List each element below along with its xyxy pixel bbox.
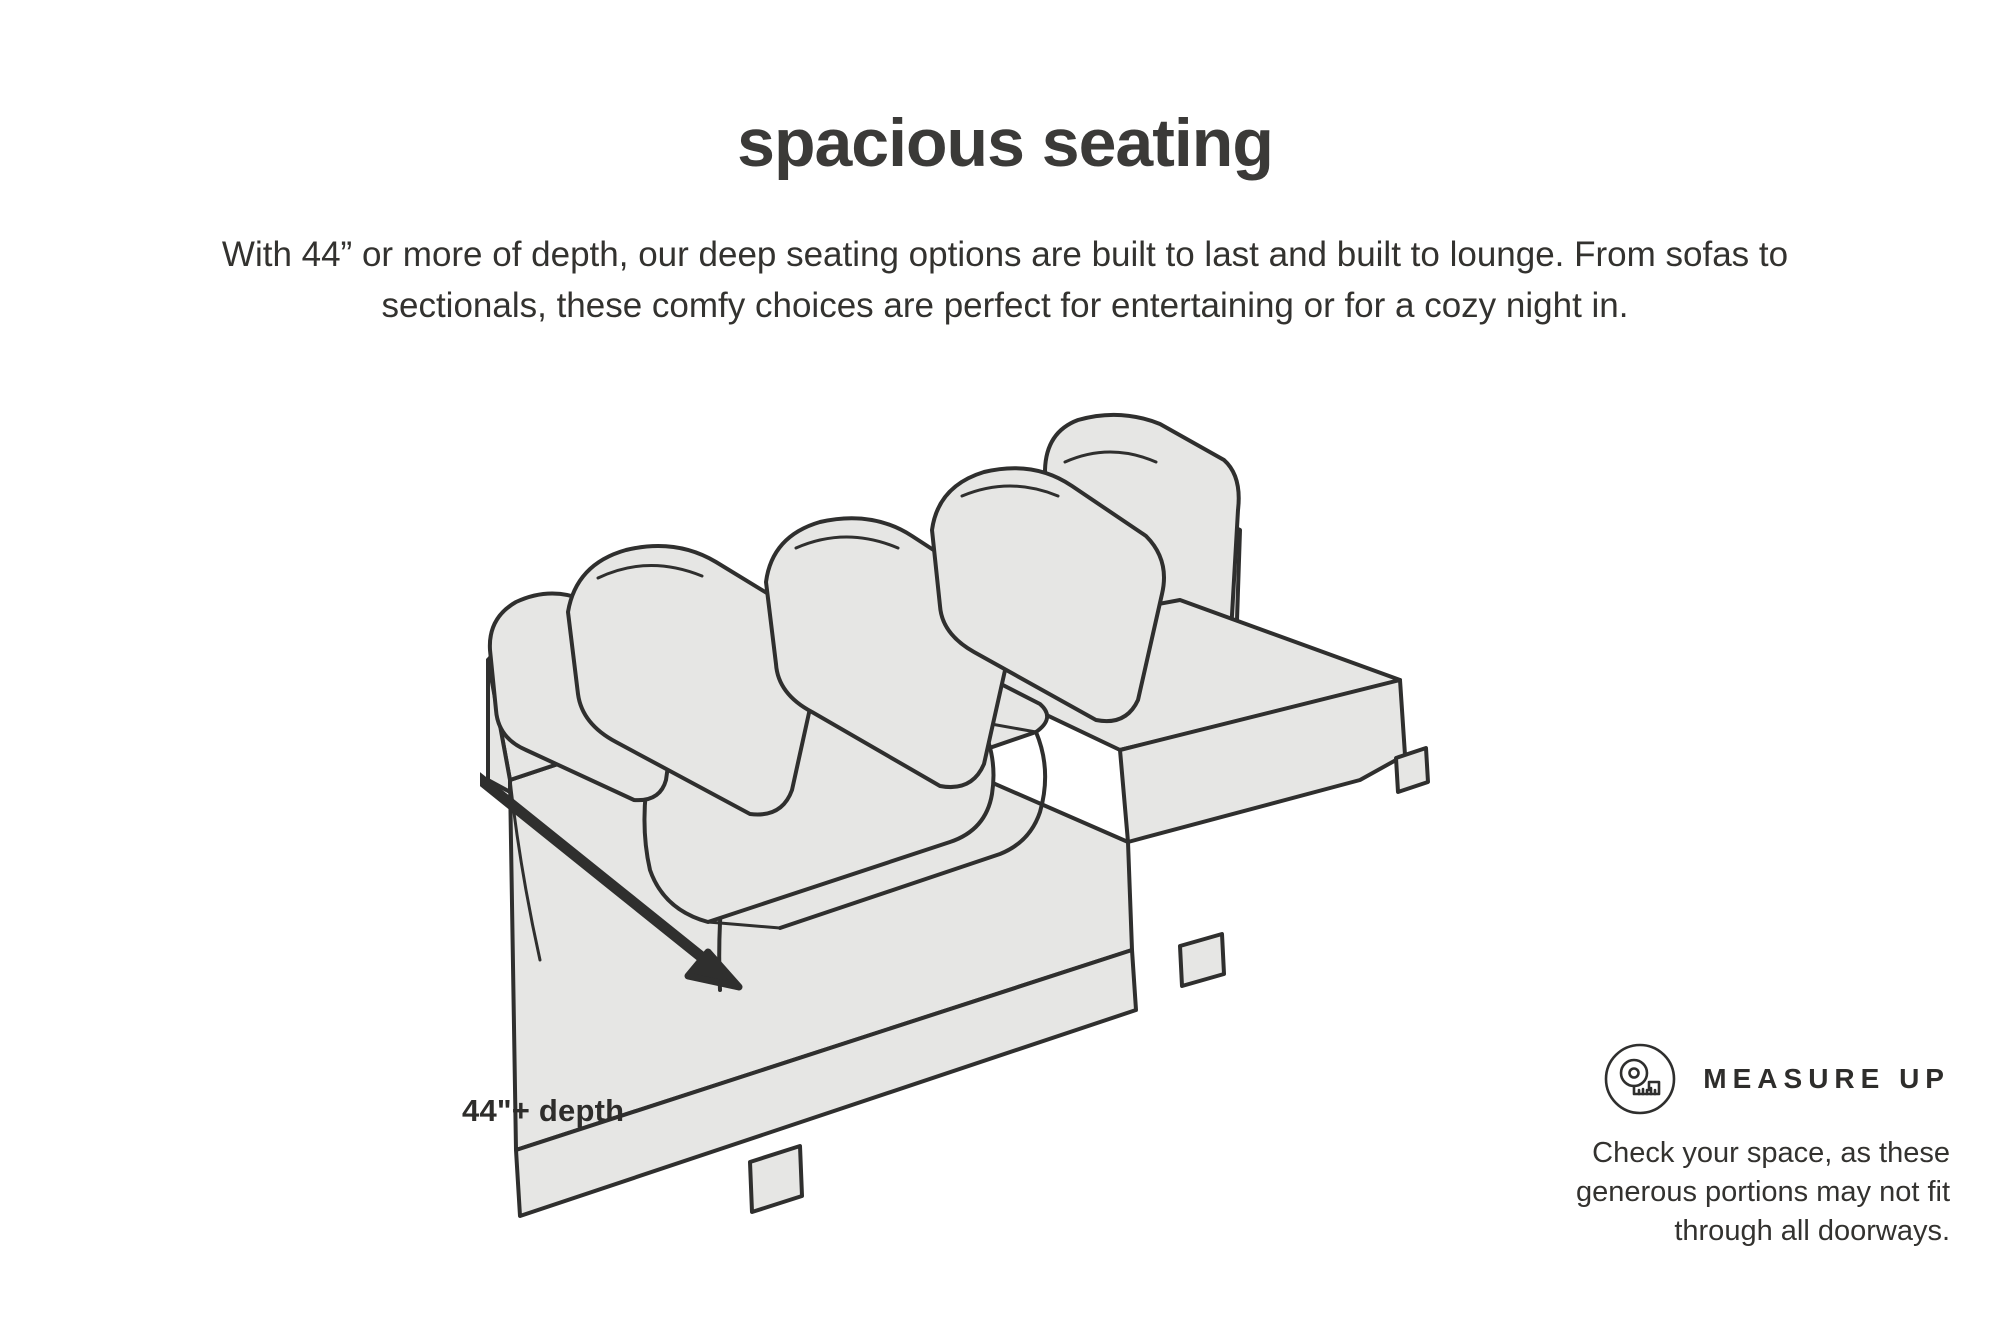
measure-up-block (1480, 1040, 1950, 1251)
measure-up-body: Check your space, as these generous portions may not fit through all doorways. (1576, 1137, 1950, 1247)
tape-measure-icon (1603, 1042, 1677, 1116)
measure-up-title: MEASURE UP (1703, 1063, 1950, 1094)
sofa-illustration (480, 350, 1580, 1220)
page-description: With 44” or more of depth, our deep seating options are built to last and built to lounge. From sofas to sectionals, these comfy choices are perfect for entertaining or for a cozy night in. (221, 235, 1789, 325)
measure-up-heading (1480, 1040, 1950, 1118)
depth-label: 44"+ depth (462, 1093, 625, 1128)
page-title: spacious seating (737, 105, 1273, 181)
